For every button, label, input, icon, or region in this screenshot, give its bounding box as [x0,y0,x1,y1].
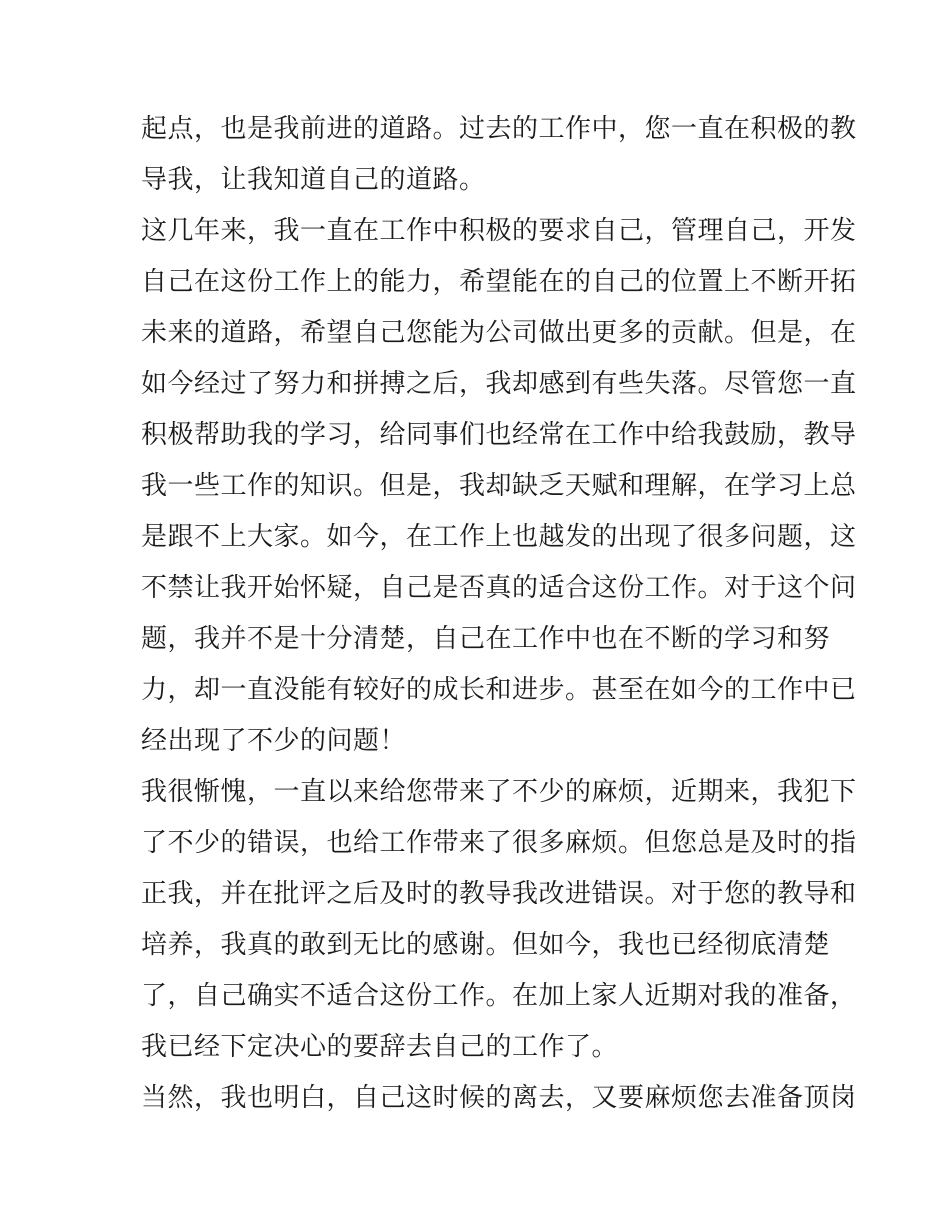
text-line: 导我，让我知道自己的道路。 [141,165,486,195]
text-line: 我一些工作的知识。但是，我却缺乏天赋和理解，在学习上总 [141,471,857,501]
text-line: 不禁让我开始怀疑，自己是否真的适合这份工作。对于这个问 [141,573,857,603]
text-line: 这几年来，我一直在工作中积极的要求自己，管理自己，开发 [141,216,857,246]
text-line: 培养，我真的敢到无比的感谢。但如今，我也已经彻底清楚 [141,930,831,960]
text-line: 当然，我也明白，自己这时候的离去，又要麻烦您去准备顶岗 [141,1083,857,1113]
text-line: 力，却一直没能有较好的成长和进步。甚至在如今的工作中已 [141,675,857,705]
text-line: 我已经下定决心的要辞去自己的工作了。 [141,1032,619,1062]
text-line: 未来的道路，希望自己您能为公司做出更多的贡献。但是，在 [141,318,857,348]
text-line: 自己在这份工作上的能力，希望能在的自己的位置上不断开拓 [141,267,857,297]
text-line: 如今经过了努力和拼搏之后，我却感到有些失落。尽管您一直 [141,369,857,399]
text-line: 我很惭愧，一直以来给您带来了不少的麻烦，近期来，我犯下 [141,777,857,807]
text-line: 题，我并不是十分清楚，自己在工作中也在不断的学习和努 [141,624,831,654]
text-line: 起点，也是我前进的道路。过去的工作中，您一直在积极的教 [141,114,857,144]
text-line: 是跟不上大家。如今，在工作上也越发的出现了很多问题，这 [141,522,857,552]
text-line: 了，自己确实不适合这份工作。在加上家人近期对我的准备， [141,981,857,1011]
text-line: 正我，并在批评之后及时的教导我改进错误。对于您的教导和 [141,879,857,909]
text-line: 经出现了不少的问题！ [141,726,407,756]
text-line: 了不少的错误，也给工作带来了很多麻烦。但您总是及时的指 [141,828,857,858]
text-line: 积极帮助我的学习，给同事们也经常在工作中给我鼓励，教导 [141,420,857,450]
